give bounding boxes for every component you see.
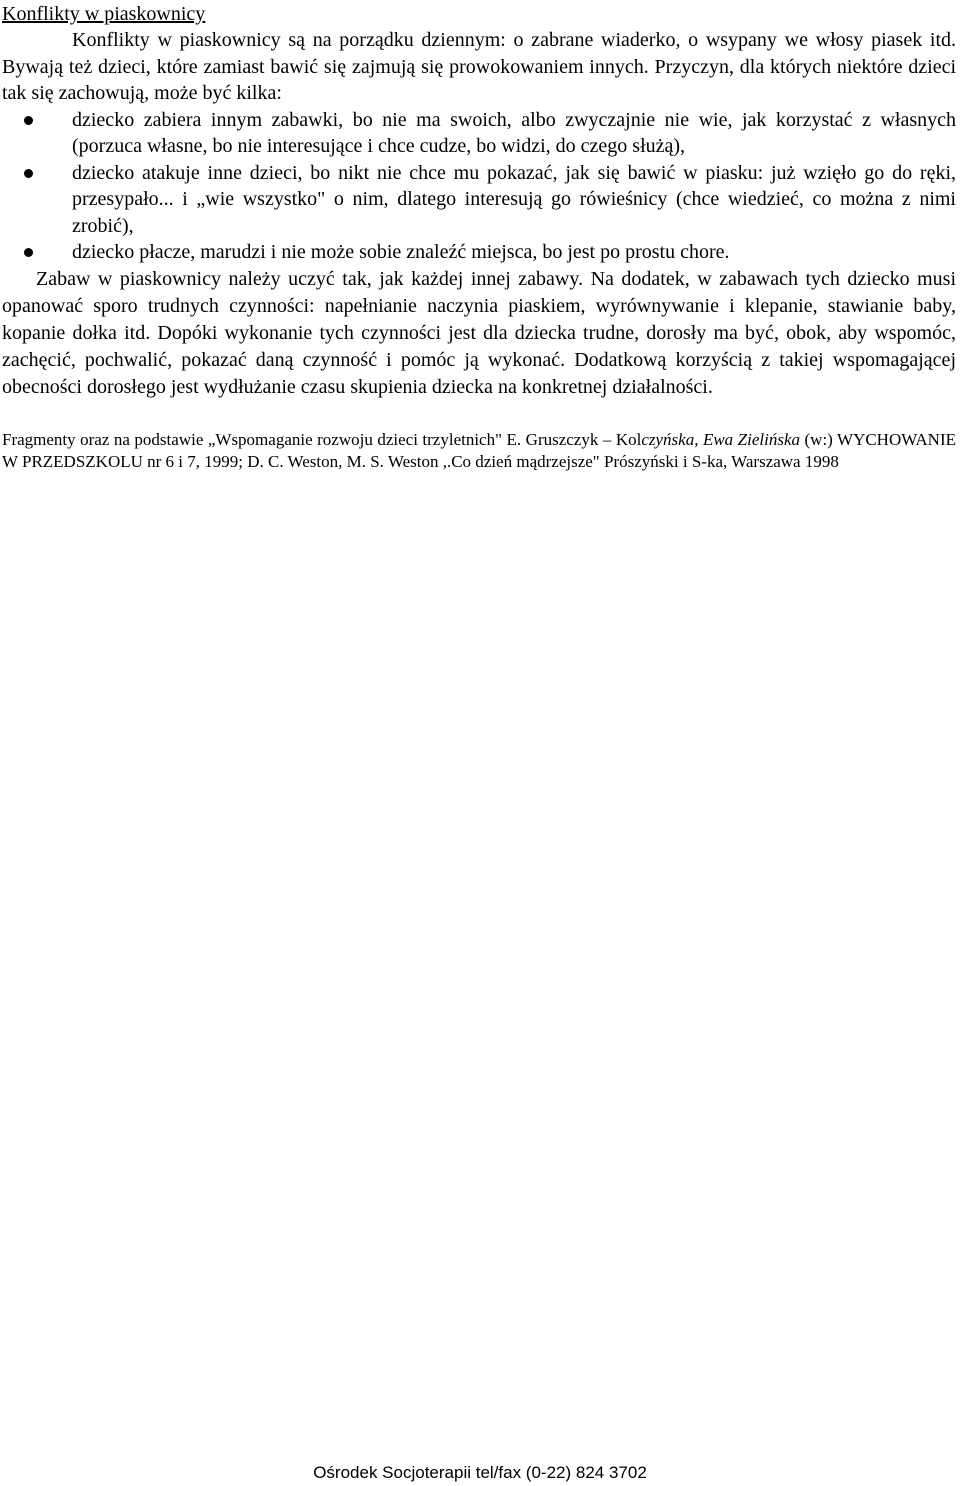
body-paragraph: Zabaw w piaskownicy należy uczyć tak, jak każdej innej zabawy. Na dodatek, w zabawach tych dziecko musi opanować sporo trudnych czynności: napełnianie naczynia piaskiem, wyrównywanie i klepanie, stawianie baby, kopanie dołka itd. Dopóki wykonanie tych czynności jest dla dziecka trudne, dorosły ma być, obok, aby wspomóc, zachęcić, pochwalić, pokazać daną czynność i pomóc ją wykonać. Dodatkową korzyścią z takiej wspomagającej obecności dorosłego jest wydłużanie czasu skupienia dziecka na konkretnej działalności. [2,267,956,398]
source-text-part3: (w:) WYCHOWANIE W PRZEDSZKOLU nr 6 i 7, 1999; D. C. Weston, M. S. Weston ,.Co dzień mądrzejsze" Prószyński i S-ka, Warszawa 1998 [2,429,956,471]
source-text-part1: Fragmenty oraz na podstawie „Wspomaganie rozwoju dzieci trzyletnich" E. Gruszczyk – Kol [2,429,642,449]
list-item-text: dziecko atakuje inne dzieci, bo nikt nie chce mu pokazać, jak się bawić w piasku: już wzięło go do ręki, przesypało... i „wie wszystko" o nim, dlatego interesują go rówieśnicy (chce wiedzieć, co można z nimi zrobić), [72,161,956,237]
bullet-icon [24,248,33,257]
list-item-text: dziecko płacze, marudzi i nie może sobie znaleźć miejsca, bo jest po prostu chore. [72,241,730,263]
list-item [2,107,956,160]
bullet-icon [24,116,33,125]
page-footer: Ośrodek Socjoterapii tel/fax (0-22) 824 3702 [313,1463,647,1482]
list-item [2,239,956,266]
document-title: Konflikty w piaskownicy [2,3,206,25]
list-item [2,160,956,240]
intro-paragraph: Konflikty w piaskownicy są na porządku dziennym: o zabrane wiaderko, o wsypany we włosy piasek itd. Bywają też dzieci, które zamiast bawić się zajmują się prowokowaniem innych. Przyczyn, dla których niektóre dzieci tak się zachowują, może być kilka: [2,29,956,104]
document-page [2,0,956,490]
bullet-icon [24,169,33,178]
causes-list [2,107,956,266]
source-citation [2,429,956,473]
source-text-italic: czyńska, Ewa Zielińska [641,429,801,449]
list-item-text: dziecko zabiera innym zabawki, bo nie ma swoich, albo zwyczajnie nie wie, jak korzystać z własnych (porzuca własne, bo nie interesujące i chce cudze, bo widzi, do czego służą), [72,108,956,157]
